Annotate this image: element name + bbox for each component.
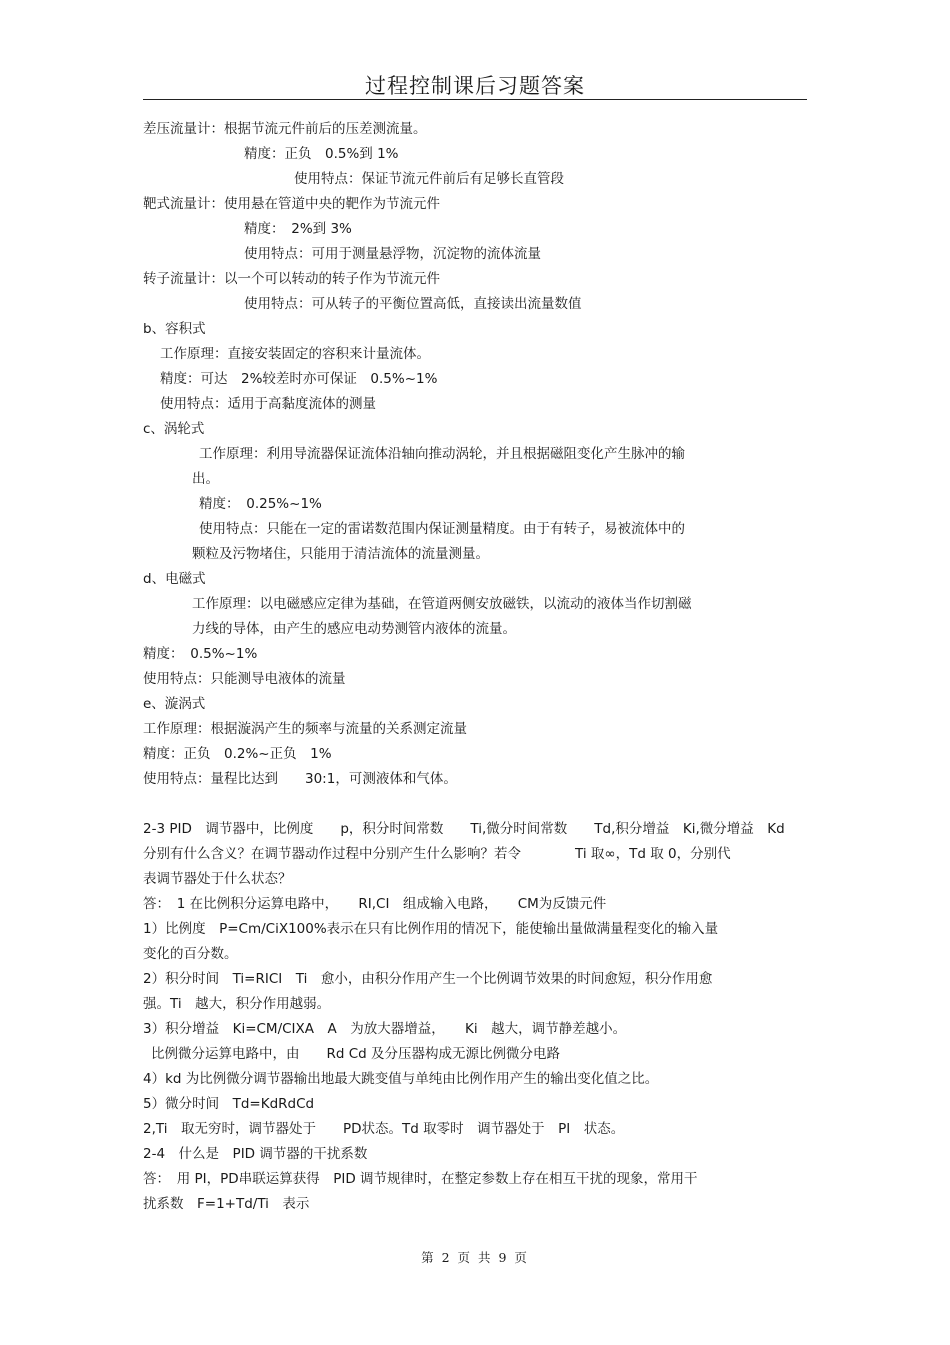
section-heading: e、漩涡式 (143, 696, 206, 712)
body-line: 力线的导体，由产生的感应电动势测管内液体的流量。 (192, 621, 516, 637)
answer-text: 答： 1 在比例积分运算电路中， RI,CI 组成输入电路， CM为反馈元件 (143, 896, 607, 912)
body-line: 颗粒及污物堵住，只能用于清洁流体的流量测量。 (192, 546, 489, 562)
answer-text: 强。Ti 越大，积分作用越弱。 (143, 996, 331, 1012)
question-text: 表调节器处于什么状态？ (143, 871, 292, 887)
question-text: 2-4 什么是 PID 调节器的干扰系数 (143, 1146, 368, 1162)
answer-text: 变化的百分数。 (143, 946, 238, 962)
body-line: 精度：正负 0.2%~正负 1% (143, 746, 332, 762)
body-line: 使用特点：只能测导电液体的流量 (143, 671, 346, 687)
answer-text: 2,Ti 取无穷时，调节器处于 PD状态。Td 取零时 调节器处于 PI 状态。 (143, 1121, 625, 1137)
body-line: 转子流量计：以一个可以转动的转子作为节流元件 (143, 271, 440, 287)
page-number-footer: 第 2 页 共 9 页 (421, 1250, 529, 1265)
body-line: 精度： 2%到 3% (244, 221, 352, 237)
body-line: 使用特点：可从转子的平衡位置高低，直接读出流量数值 (244, 296, 582, 312)
section-heading: d、电磁式 (143, 571, 206, 587)
section-heading: c、涡轮式 (143, 421, 205, 437)
body-line: 工作原理：以电磁感应定律为基础，在管道两侧安放磁铁，以流动的液体当作切割磁 (192, 596, 692, 612)
answer-text: 扰系数 F=1+Td/Ti 表示 (143, 1196, 310, 1212)
body-line: 使用特点：只能在一定的雷诺数范围内保证测量精度。由于有转子，易被流体中的 (199, 521, 685, 537)
body-line: 靶式流量计：使用悬在管道中央的靶作为节流元件 (143, 196, 440, 212)
body-line: 精度： 0.25%~1% (199, 496, 322, 512)
body-line: 使用特点：适用于高黏度流体的测量 (160, 396, 376, 412)
answer-text: 5）微分时间 Td=KdRdCd (143, 1096, 315, 1112)
body-line: 工作原理：利用导流器保证流体沿轴向推动涡轮，并且根据磁阻变化产生脉冲的输 (199, 446, 685, 462)
page-title: 过程控制课后习题答案 (365, 74, 585, 98)
body-line: 精度：可达 2%较差时亦可保证 0.5%~1% (160, 371, 438, 387)
body-line: 使用特点：可用于测量悬浮物，沉淀物的流体流量 (244, 246, 541, 262)
answer-text: 2）积分时间 Ti=RICI Ti 愈小，由积分作用产生一个比例调节效果的时间愈短，积分作用愈 (143, 971, 713, 987)
body-line: 出。 (192, 471, 219, 487)
body-line: 差压流量计：根据节流元件前后的压差测流量。 (143, 121, 427, 137)
body-line: 使用特点：量程比达到 30:1，可测液体和气体。 (143, 771, 457, 787)
section-heading: b、容积式 (143, 321, 206, 337)
body-line: 工作原理：根据漩涡产生的频率与流量的关系测定流量 (143, 721, 467, 737)
answer-text: 答： 用 PI，PD串联运算获得 PID 调节规律时，在整定参数上存在相互干扰的现象，常用干 (143, 1171, 698, 1187)
answer-text: 1）比例度 P=Cm/CiX100%表示在只有比例作用的情况下，能使输出量做满量程变化的输入量 (143, 921, 719, 937)
body-line: 使用特点：保证节流元件前后有足够长直管段 (294, 171, 564, 187)
body-line: 精度： 0.5%~1% (143, 646, 258, 662)
question-text: 2-3 PID 调节器中，比例度 p，积分时间常数 Ti,微分时间常数 Td,积分增益 Ki,微分增益 Kd (143, 821, 785, 837)
answer-text: 4）kd 为比例微分调节器输出地最大跳变值与单纯由比例作用产生的输出变化值之比。 (143, 1071, 659, 1087)
question-text: 分别有什么含义？在调节器动作过程中分别产生什么影响？若令 Ti 取∞，Td 取 0，分别代 (143, 846, 731, 862)
body-line: 精度：正负 0.5%到 1% (244, 146, 399, 162)
body-line: 工作原理：直接安装固定的容积来计量流体。 (160, 346, 430, 362)
answer-text: 比例微分运算电路中，由 Rd Cd 及分压器构成无源比例微分电路 (151, 1046, 561, 1062)
answer-text: 3）积分增益 Ki=CM/CIXA A 为放大器增益， Ki 越大，调节静差越小。 (143, 1021, 627, 1037)
title-rule (143, 99, 807, 100)
